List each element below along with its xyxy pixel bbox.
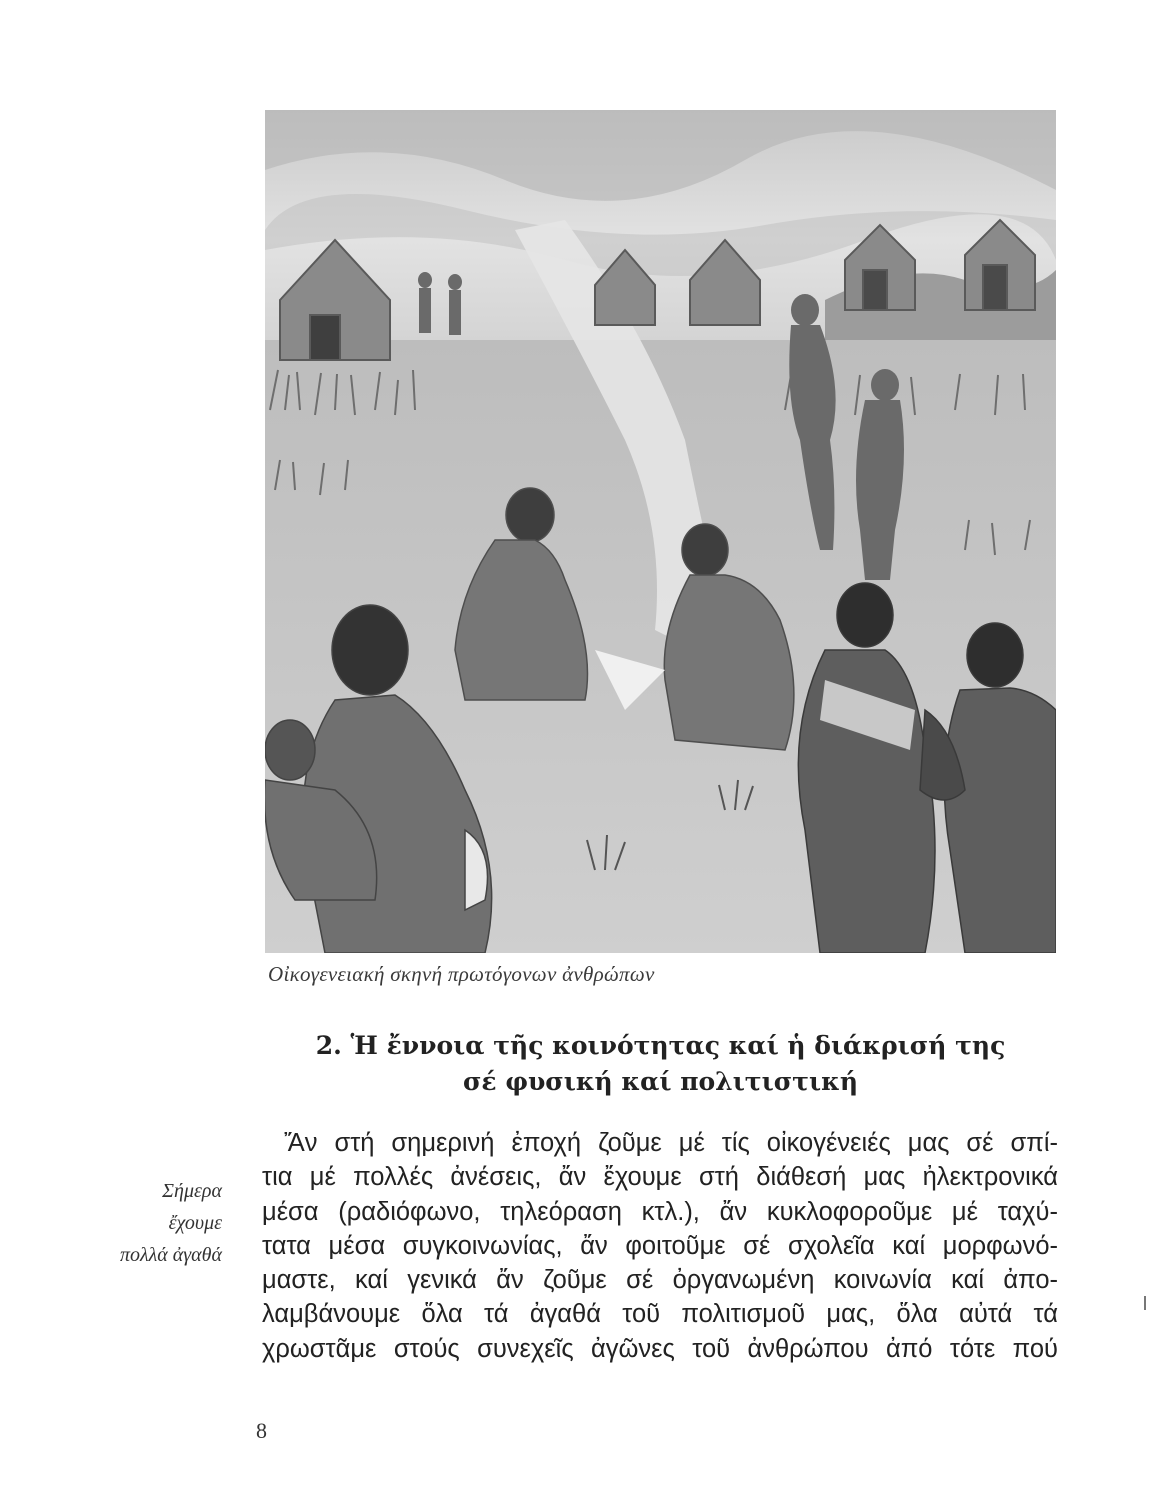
illustration-caption: Οἰκογενειακή σκηνή πρωτόγονων ἀνθρώπων	[268, 962, 655, 986]
body-line: χρωστᾶμε στούς συνεχεῖς ἀγῶνες τοῦ ἀνθρώπου ἀπό τότε πού	[262, 1334, 1058, 1363]
hut-1-door	[310, 315, 340, 360]
illustration-drawing	[265, 110, 1056, 953]
body-line: τατα μέσα συγκοινωνίας, ἄν φοιτοῦμε σέ σχολεῖα καί μορφωνό-	[262, 1231, 1058, 1260]
margin-note-line: ἔχουμε	[168, 1212, 222, 1234]
body-line: μέσα (ραδιόφωνο, τηλεόραση κτλ.), ἄν κυκλοφοροῦμε μέ ταχύ-	[262, 1197, 1058, 1226]
figure-1-head	[506, 488, 554, 542]
man-head	[871, 369, 899, 401]
body-line: μαστε, καί γενικά ἄν ζοῦμε σέ ὀργανωμένη κοινωνία καί ἀπο-	[262, 1266, 1058, 1295]
section-title-line-1: Ἡ ἔννοια τῆς κοινότητας καί ἡ διάκρισή της	[350, 1031, 1006, 1060]
man-1-head	[837, 583, 893, 647]
section-title-line-2: σέ φυσική καί πολιτιστική	[462, 1067, 858, 1096]
page-edge-mark	[1144, 1296, 1146, 1310]
body-line: Ἄν στή σημερινή ἐποχή ζοῦμε μέ τίς οἰκογένειές μας σέ σπί-	[284, 1129, 1058, 1157]
body-paragraph	[262, 1126, 1058, 1366]
section-heading-line-1	[265, 1028, 1056, 1064]
child-head	[265, 720, 315, 780]
man-2-body	[944, 688, 1056, 953]
margin-note	[70, 1175, 222, 1271]
section-heading	[265, 1028, 1056, 1100]
woman-head	[791, 294, 819, 326]
mother-hair	[332, 605, 408, 695]
body-line: τια μέ πολλές ἀνέσεις, ἄν ἔχουμε στή διάθεσή μας ἠλεκτρονικά	[262, 1163, 1058, 1192]
figure-2-head	[682, 524, 728, 576]
margin-note-line: Σήμερα	[162, 1180, 222, 1202]
page-number: 8	[256, 1418, 267, 1443]
section-number: 2.	[315, 1031, 342, 1060]
margin-note-line: πολλά ἀγαθά	[119, 1244, 222, 1266]
body-line: λαμβάνουμε ὅλα τά ἀγαθά τοῦ πολιτισμοῦ μας, ὅλα αὐτά τά	[262, 1300, 1058, 1329]
illustration-family-scene	[265, 110, 1056, 953]
man-2-head	[967, 623, 1023, 687]
